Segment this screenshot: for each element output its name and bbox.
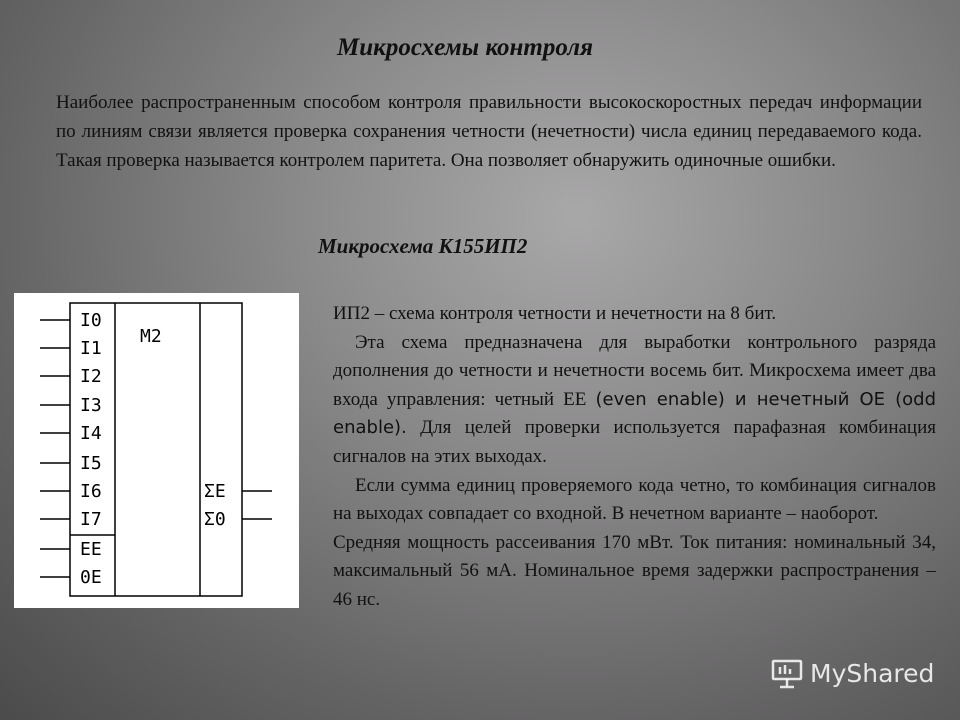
pin-label-i6: I6	[80, 481, 102, 502]
pin-label-i3: I3	[80, 395, 102, 416]
chip-diagram	[14, 293, 299, 608]
desc-enable-terms: (even enable) и нечетный ОЕ (odd enable).	[333, 388, 937, 439]
pin-label-oe: 0E	[80, 567, 102, 588]
pin-label-sum-even: ΣE	[204, 481, 226, 502]
chip-description	[333, 300, 936, 615]
watermark-text: MyShared	[810, 658, 935, 688]
pin-label-sum-odd: Σ0	[204, 509, 226, 530]
pin-label-i2: I2	[80, 366, 102, 387]
desc-paragraph-3: Если сумма единиц проверяемого кода четно, то комбинация сигналов на выходах совпадает со входной. В нечетном варианте – наоборот.	[333, 474, 936, 525]
intro-paragraph: Наиболее распространенным способом контроля правильности высокоскоростных передач информации по линиям связи является проверка сохранения четности (нечетности) числа единиц передаваемого кода. Такая проверка называется контролем паритета. Она позволяет обнаружить одиночные ошибки.	[56, 92, 922, 171]
desc-paragraph-2	[333, 329, 936, 472]
pin-label-i4: I4	[80, 423, 102, 444]
pin-label-i7: I7	[80, 509, 102, 530]
desc-paragraph-1: ИП2 – схема контроля четности и нечетности на 8 бит.	[333, 303, 777, 324]
pin-label-i0: I0	[80, 310, 102, 331]
chip-subtitle: Микросхема К155ИП2	[318, 234, 528, 258]
desc-paragraph-4: Средняя мощность рассеивания 170 мВт. Ток питания: номинальный 34, максимальный 56 мА. Номинальное время задержки распространения – 46 нс.	[333, 531, 936, 610]
slide-title: Микросхемы контроля	[337, 34, 593, 61]
watermark	[770, 656, 934, 690]
pin-label-i5: I5	[80, 453, 102, 474]
pin-label-ee: EE	[80, 539, 102, 560]
pin-label-i1: I1	[80, 338, 102, 359]
desc-paragraph-2-tail: Для целей проверки используется парафазная комбинация сигналов на этих выходах.	[333, 417, 936, 467]
projector-screen-icon	[770, 656, 804, 690]
chip-name-label: M2	[140, 326, 162, 347]
desc-paragraph-2-text: Эта схема предназначена для выработки контрольного разряда дополнения до четности и нечетности восемь бит. Микросхема имеет два входа управления: четный ЕЕ	[333, 331, 936, 410]
chip-symbol	[14, 293, 299, 608]
